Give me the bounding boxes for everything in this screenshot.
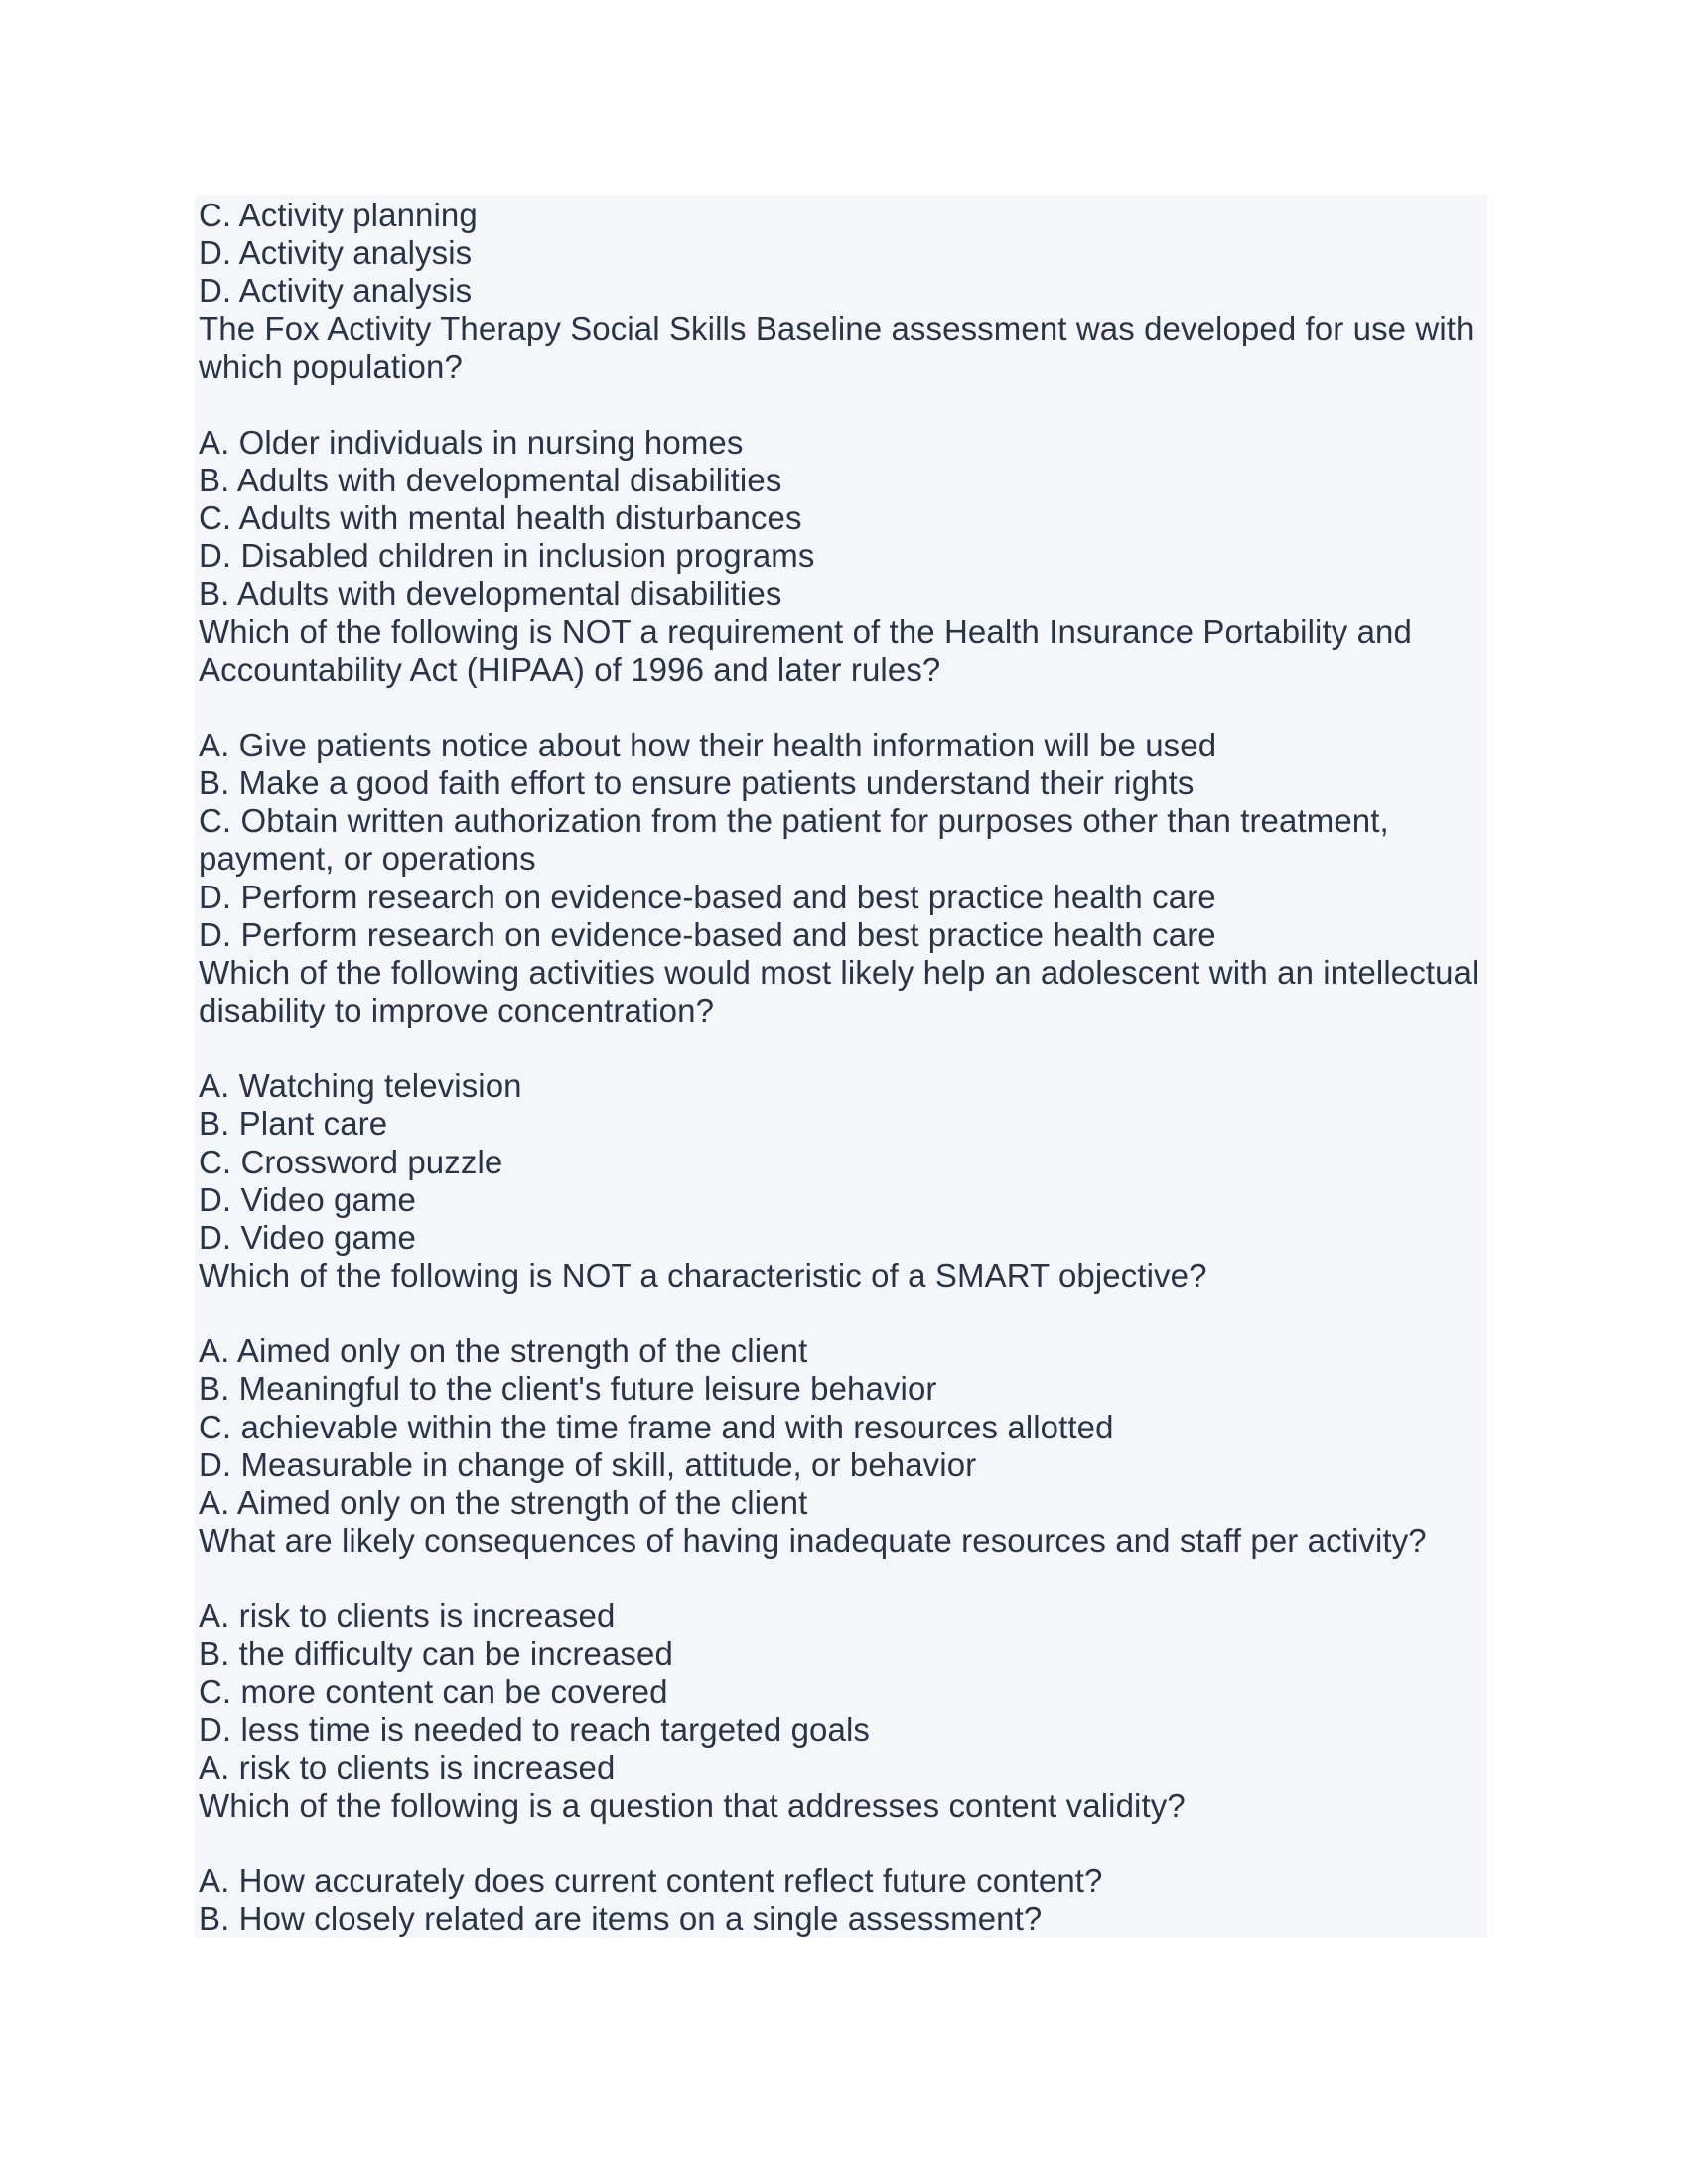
question-text: What are likely consequences of having inadequate resources and staff per activity? — [199, 1521, 1427, 1559]
question-text: The Fox Activity Therapy Social Skills Baseline assessment was developed for use with — [199, 310, 1475, 347]
correct-answer: A. Aimed only on the strength of the client — [199, 1483, 808, 1521]
answer-option-c: C. Activity planning — [199, 197, 478, 233]
spacer-line — [199, 1029, 1485, 1067]
answer-option-c: C. achievable within the time frame and with resources allotted — [199, 1408, 1114, 1445]
question-text: Which of the following is NOT a characteristic of a SMART objective? — [199, 1256, 1207, 1294]
answer-option-c: C. Crossword puzzle — [199, 1143, 503, 1180]
answer-option-b: B. Make a good faith effort to ensure patients understand their rights — [199, 764, 1195, 802]
correct-answer: D. Perform research on evidence-based and best practice health care — [199, 915, 1216, 953]
answer-option-c: C. Adults with mental health disturbances — [199, 499, 802, 537]
answer-option-a: A. Older individuals in nursing homes — [199, 423, 744, 461]
question-text: Which of the following is NOT a requirement of the Health Insurance Portability and — [199, 613, 1412, 650]
spacer-line — [199, 386, 1485, 424]
correct-answer: A. risk to clients is increased — [199, 1748, 616, 1786]
answer-option-a: A. Aimed only on the strength of the client — [199, 1332, 808, 1370]
question-text: Accountability Act (HIPAA) of 1996 and later rules? — [199, 650, 941, 688]
answer-option-d: D. Activity analysis — [199, 234, 473, 272]
answer-option-b: B. Meaningful to the client's future leisure behavior — [199, 1370, 937, 1408]
correct-answer: B. Adults with developmental disabilities — [199, 575, 782, 613]
spacer-line — [199, 689, 1485, 727]
correct-answer: D. Video game — [199, 1218, 416, 1256]
answer-option-c: C. more content can be covered — [199, 1673, 668, 1710]
answer-option-c-continued: payment, or operations — [199, 840, 536, 878]
answer-option-a: A. Watching television — [199, 1067, 522, 1105]
answer-option-b: B. the difficulty can be increased — [199, 1635, 673, 1673]
question-text: disability to improve concentration? — [199, 991, 715, 1028]
correct-answer: D. Activity analysis — [199, 272, 473, 310]
question-text: Which of the following activities would most likely help an adolescent with an intellectual — [199, 953, 1479, 991]
answer-option-d: D. Video game — [199, 1180, 416, 1218]
question-text: Which of the following is a question that addresses content validity? — [199, 1786, 1186, 1824]
spacer-line — [199, 1295, 1485, 1332]
answer-option-b: B. Plant care — [199, 1105, 388, 1143]
answer-option-d: D. Measurable in change of skill, attitude, or behavior — [199, 1445, 977, 1483]
answer-option-d: D. Perform research on evidence-based and best practice health care — [199, 878, 1216, 915]
answer-option-d: D. less time is needed to reach targeted goals — [199, 1710, 870, 1748]
answer-option-b: B. How closely related are items on a single assessment? — [199, 1900, 1043, 1938]
answer-option-a: A. risk to clients is increased — [199, 1597, 616, 1635]
answer-option-b: B. Adults with developmental disabilities — [199, 461, 782, 498]
spacer-line — [199, 1560, 1485, 1597]
document-text — [199, 197, 1485, 1938]
spacer-line — [199, 1825, 1485, 1862]
answer-option-a: A. How accurately does current content reflect future content? — [199, 1862, 1103, 1900]
answer-option-a: A. Give patients notice about how their health information will be used — [199, 726, 1217, 763]
answer-option-c: C. Obtain written authorization from the patient for purposes other than treatment, — [199, 802, 1389, 840]
question-text: which population? — [199, 347, 463, 385]
answer-option-d: D. Disabled children in inclusion programs — [199, 537, 815, 575]
